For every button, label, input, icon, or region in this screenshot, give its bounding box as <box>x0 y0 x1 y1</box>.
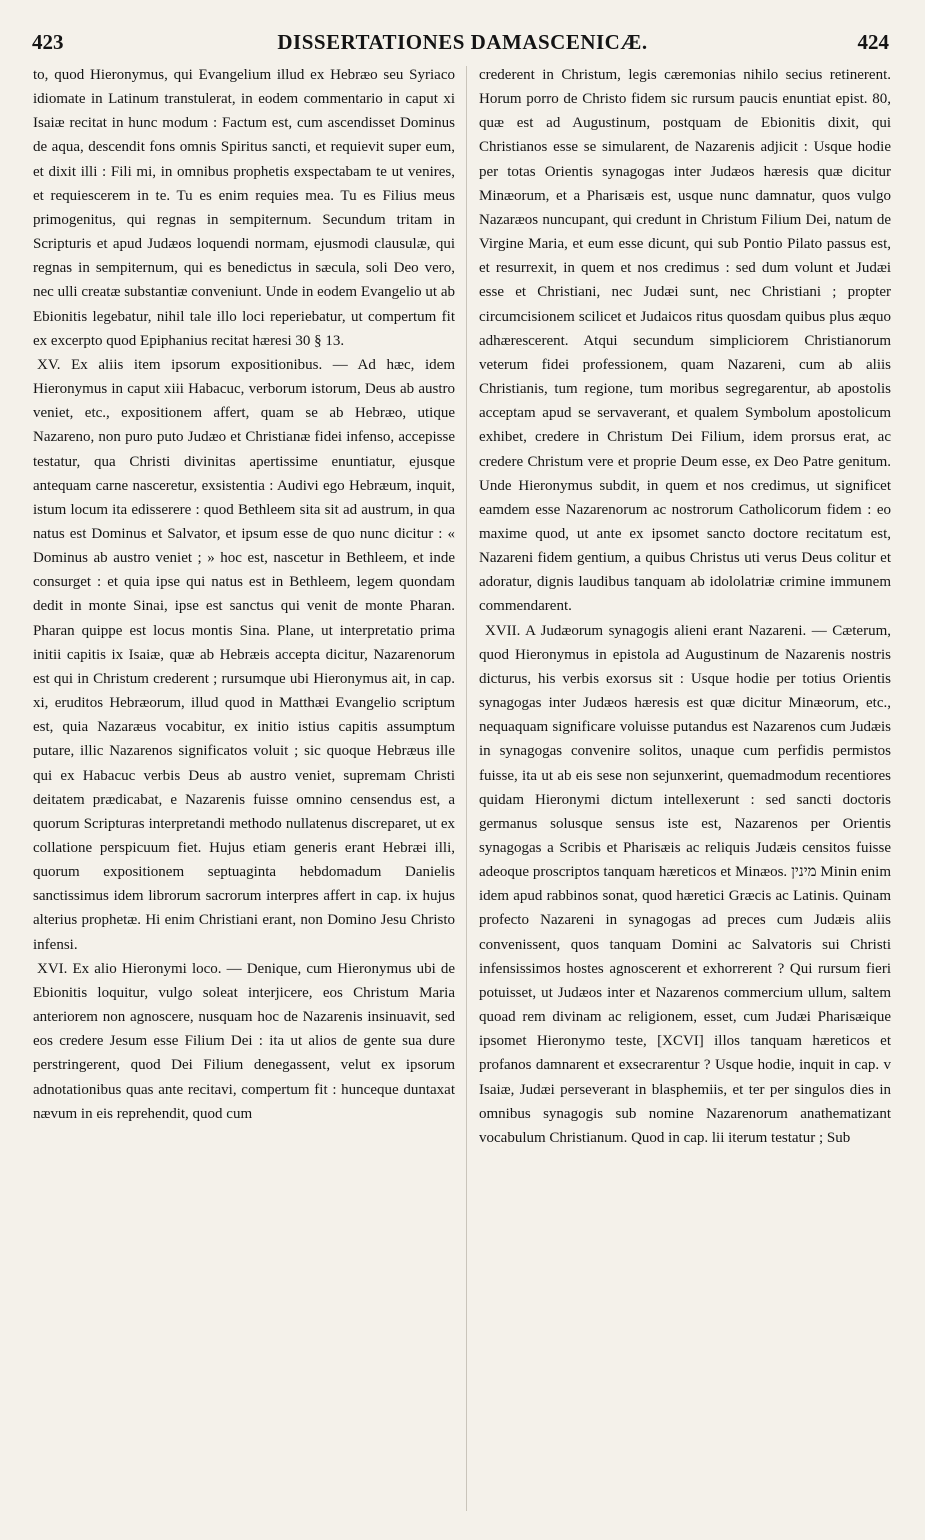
paragraph: crederent in Christum, legis cæremonias nihilo secius retinerent. Horum porro de Christo fidem sic rursum paucis enuntiat epist. 80, quæ est ad Augustinum, postquam de Ebionitis dixit, qui Christianos esse se simularent, de Nazarenis adjicit : Usque hodie per totas Orientis synagogas inter Judæos hæresis quæ dicitur Minæorum, et a Pharisæis est, usque nunc damnatur, quos vulgo Nazaræos nuncupant, qui credunt in Christum Filium Dei, natum de Virgine Maria, et eum esse dicunt, qui sub Pontio Pilato passus est, et resurrexit, in quem et nos credimus : sed dum volunt et Judæi esse et Christiani, nec Judæi sunt, nec Christiani ; propter circumcisionem scilicet et Judaicos ritus quosdam quibus plus æquo adhærescerent. Atqui secundum simpliciorem Christianorum veterum fidei professionem, quam Nazareni, cum ab aliis Christianis, tum regione, tum moribus segregarentur, ab apostolis acceptam apud se servaverant, et qualem Symbolum apostolicum exhibet, credere in Christum Dei Filium, idem prorsus erat, ac credere Christum vere et proprie Deum esse, ex Deo Patre genitum. Unde Hieronymus subdit, in quem et nos credimus, ut significet eamdem esse Nazarenorum ac nostrorum Catholicorum fidem : eo maxime quod, ut ante ex ipsomet sancto doctore recitatum est, Nazareni fidem gentium, a quibus Christus uti verus Deus colitur et adoratur, dignis laudibus tanquam ab idololatriæ crimine immunem commendarent. <box>479 67 891 615</box>
right-column <box>479 63 891 1518</box>
column-divider <box>466 66 467 1511</box>
paragraph-section-xvi: XVI. Ex alio Hieronymi loco. — Denique, cum Hieronymus ubi de Ebionitis loquitur, vulgo soleat interjicere, eos Christum Maria anteriorem non agnoscere, nusquam hoc de Nazarenis insinuavit, sed eos credere Jesum esse Filium Dei : ita ut alios de gente sua dure perstringerent, quod Dei Filium denegassent, velut ex ipsorum adnotationibus quas ante recitavi, compertum fit : hunceque duntaxat nævum in eis reprehendit, quod cum <box>33 960 455 1122</box>
paragraph-section-xvii: XVII. A Judæorum synagogis alieni erant Nazareni. — Cæterum, quod Hieronymus in epistola ad Augustinum de Nazarenis nostris dicturus, his verbis exorsus sit : Usque hodie per totius Orientis synagogas inter Judæos hæresis est quæ dicitur Minæorum, etc., nequaquam significare voluisse putandus est Nazarenos cum Judæis in synagogas convenire solitos, unaque cum perfidis permistos fuisse, ita ut ab eis sese non sejunxerint, quemadmodum recentiores quidam Hieronymi dictum intellexerunt : sed sancti doctoris germanus solusque sensus iste est, Nazarenos per Orientis synagogas a Scribis et Pharisæis ac reliquis Judæis censitos fuisse adeoque proscriptos tanquam hæreticos et Minæos. מינין Minin enim idem apud rabbinos sonat, quod hæretici Græcis ac Latinis. Quinam profecto Nazareni in synagogas ad preces cum Judæis aliis convenissent, quos tanquam Domini ac Salvatoris sui Christi infensissimos hostes agnoscerent et exhorrerent ? Qui rursum fieri potuisset, ut Judæos inter et Nazarenos commercium ullum, saltem quoad rem divinam ac religionem, esset, cum Judæi Pharisæique ipsomet Hieronymo teste, [XCVI] illos tanquam hæreticos et profanos damnarent et exsecrarentur ? Usque hodie, inquit in cap. v Isaiæ, Judæi perseverant in blasphemiis, et ter per singulos dies in omnibus synagogis sub nomine Nazarenorum anathematizant vocabulum Christianum. Quod in cap. lii iterum testatur ; Sub <box>479 622 891 1146</box>
paragraph-section-xv: XV. Ex aliis item ipsorum expositionibus. — Ad hæc, idem Hieronymus in caput xiii Habacuc, verborum istorum, Deus ab austro veniet, etc., expositionem affert, quam se ab Hebræo, utique Nazareno, non puro puto Judæo et Christianæ fidei infenso, accepisse testatur, qua Christi divinitas apertissime enuntiatur, ejusque antequam carne nasceretur, exsistentia : Audivi ego Hebræum, inquit, istum locum ita edisserere : quod Bethleem sita sit ad austrum, in qua natus est Dominus et Salvator, et ipsum esse de quo nunc dicitur : « Dominus ab austro veniet ; » hoc est, nascetur in Bethleem, et inde consurget : et quia ipse qui natus est in Bethleem, legem quondam dedit in monte Sinai, ipse est sanctus qui venit de monte Pharan. Pharan quippe est locus montis Sina. Plane, ut interpretatio prima initii capitis ix Isaiæ, quæ ab Hebræis accepta dicitur, Nazarenorum est qui in Christum crederent ; rursumque ubi Hieronymus ait, in cap. xi, eruditos Hebræorum, illud quod in Matthæi Evangelio scriptum est, quia Nazaræus vocabitur, ex initio istius capitis assumptum putare, illic Nazarenos significatos voluit ; sic quoque Hebræus ille qui ex Habacuc verbis Deus ab austro veniet, supremam Christi deitatem prædicabat, e Nazarenis fuisse omnino censendus est, a quorum Scripturas interpretandi methodo nullatenus discreparet, ut ex collatione perspicuum fiet. Hujus etiam generis erant Hebræi illi, quorum expositionem septuaginta hebdomadum Danielis sanctissimus idem librorum sacrorum interpres affert in cap. ix hujus alterius prophetæ. Hi enim Christiani erant, non Domino Jesu Christo infensi. <box>33 356 455 953</box>
page-number-left: 423 <box>32 30 64 54</box>
page-header <box>0 30 925 64</box>
left-column <box>33 63 455 1518</box>
running-title: DISSERTATIONES DAMASCENICÆ. <box>277 30 648 54</box>
paragraph: to, quod Hieronymus, qui Evangelium illud ex Hebræo seu Syriaco idiomate in Latinum transtulerat, in eodem commentario in caput xi Isaiæ recitat in hunc modum : Factum est, cum ascendisset Dominus de aqua, descendit fons omnis Spiritus sancti, et requievit super eum, et dixit illi : Fili mi, in omnibus prophetis exspectabam te ut venires, et requiescerem in te. Tu es enim requies mea. Tu es Filius meus primogenitus, qui regnas in sempiternum. Secundum tritam in Scripturis et apud Judæos loquendi normam, ejusmodi clausulæ, qui regnas in sempiternum, qui es benedictus in sæcula, soli Deo vero, nec ulli creatæ substantiæ conveniunt. Unde in eodem Evangelio ut ab Ebionitis legebatur, nihil tale illo loci reperiebatur, ut compertum fit ex excerpto quod Epiphanius recitat hæresi 30 § 13. <box>33 67 455 349</box>
page-number-right: 424 <box>857 30 889 54</box>
